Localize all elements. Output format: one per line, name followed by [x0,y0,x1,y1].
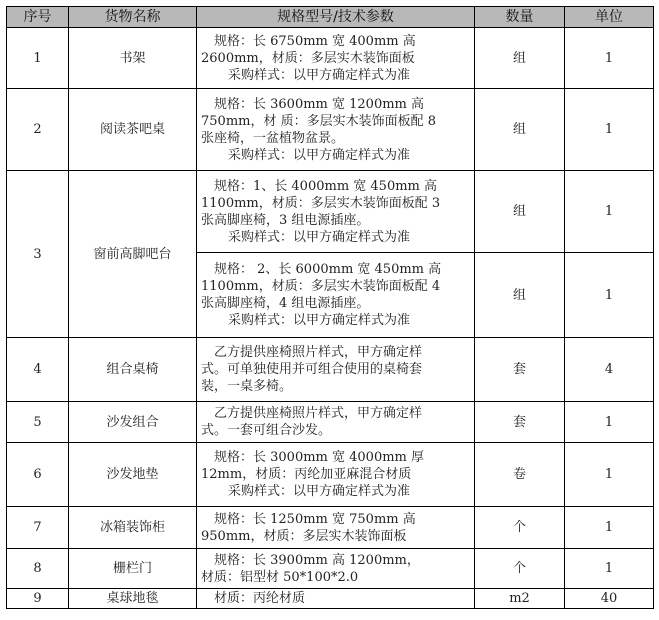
row-name: 组合桌椅 [69,338,197,402]
spec-line: 750mm，材 质：多层实木装饰面板配 8 [201,113,437,129]
spec-line: 规格：1、长 4000mm 宽 450mm 高 [214,178,438,194]
spec-line: 装，一桌多椅。 [201,379,293,394]
row-spec [197,28,475,89]
row-no: 4 [7,338,69,402]
row-spec [197,89,475,171]
header-row [7,7,654,28]
row-spec [197,443,475,507]
row-no: 5 [7,402,69,443]
table-row [7,28,654,89]
row-unit: 4 [565,338,654,402]
spec-line: 采购样式：以甲方确定样式为准 [228,229,411,245]
spec-line: 乙方提供座椅照片样式，甲方确定样 [214,345,423,360]
row-unit: 1 [565,28,654,89]
header-no: 序号 [7,7,69,28]
row-no: 9 [7,589,69,609]
row-qty: m2 [475,589,565,609]
row-no: 6 [7,443,69,507]
row-unit: 1 [565,402,654,443]
spec-line: 材质：丙纶材质 [214,591,306,606]
table-row [7,171,654,253]
row-no: 3 [7,171,69,338]
row-spec [197,253,475,338]
spec-line: 采购样式：以甲方确定样式为准 [228,313,411,328]
row-qty: 个 [475,549,565,589]
spec-line: 张座椅，一盆植物盆景。 [201,130,345,146]
row-spec [197,507,475,549]
row-name: 阅读茶吧桌 [69,89,197,171]
row-name: 沙发地垫 [69,443,197,507]
spec-line: 材质：铝型材 50*100*2.0 [201,569,359,585]
table-row [7,507,654,549]
row-no: 2 [7,89,69,171]
row-unit: 1 [565,549,654,589]
row-qty: 组 [475,171,565,253]
row-unit: 1 [565,89,654,171]
spec-line: 950mm，材质：多层实木装饰面板 [201,528,407,544]
row-spec [197,549,475,589]
row-name: 窗前高脚吧台 [69,171,197,338]
spec-line: 乙方提供座椅照片样式，甲方确定样 [214,406,423,421]
spec-line: 张高脚座椅，3 组电源插座。 [201,212,370,228]
row-unit: 1 [565,507,654,549]
row-qty: 组 [475,253,565,338]
header-spec: 规格型号/技术参数 [197,7,475,28]
spec-line: 12mm，材质：丙纶加亚麻混合材质 [201,467,412,482]
spec-line: 规格：长 3600mm 宽 1200mm 高 [214,96,425,112]
row-no: 7 [7,507,69,549]
table-row [7,338,654,402]
spec-line: 规格：长 6750mm 宽 400mm 高 [214,33,416,49]
row-qty: 组 [475,89,565,171]
header-qty: 数量 [475,7,565,28]
row-name: 桌球地毯 [69,589,197,609]
row-unit: 1 [565,171,654,253]
row-qty: 套 [475,402,565,443]
spec-line: 规格： 2、长 6000mm 宽 450mm 高 [214,262,442,277]
header-unit: 单位 [565,7,654,28]
row-name: 栅栏门 [69,549,197,589]
row-unit: 1 [565,443,654,507]
row-unit: 1 [565,253,654,338]
spec-line: 采购样式：以甲方确定样式为准 [228,67,411,83]
spec-line: 采购样式：以甲方确定样式为准 [228,147,411,163]
spec-line: 1100mm，材质：多层实木装饰面板配 3 [201,195,441,211]
row-spec [197,402,475,443]
row-qty: 个 [475,507,565,549]
row-qty: 套 [475,338,565,402]
spec-line: 式。一套可组合沙发。 [201,423,332,438]
header-name: 货物名称 [69,7,197,28]
table-row [7,589,654,609]
table-row [7,402,654,443]
spec-line: 式。可单独使用并可组合使用的桌椅套 [201,362,423,377]
spec-line: 1100mm，材质：多层实木装饰面板配 4 [201,279,441,294]
row-no: 8 [7,549,69,589]
row-no: 1 [7,28,69,89]
row-qty: 卷 [475,443,565,507]
spec-line: 规格：长 3900mm 高 1200mm， [214,552,420,568]
row-name: 沙发组合 [69,402,197,443]
row-spec [197,589,475,609]
spec-line: 张高脚座椅，4 组电源插座。 [201,296,370,311]
row-spec [197,171,475,253]
row-name: 冰箱装饰柜 [69,507,197,549]
table-row [7,89,654,171]
spec-line: 规格：长 3000mm 宽 4000mm 厚 [214,450,425,465]
table-row [7,549,654,589]
spec-line: 采购样式：以甲方确定样式为准 [228,484,411,499]
procurement-table [6,6,654,609]
row-spec [197,338,475,402]
spec-line: 规格：长 1250mm 宽 750mm 高 [214,511,416,527]
row-name: 书架 [69,28,197,89]
spec-line: 2600mm，材质：多层实木装饰面板 [201,50,415,66]
table-row [7,443,654,507]
row-unit: 40 [565,589,654,609]
row-qty: 组 [475,28,565,89]
